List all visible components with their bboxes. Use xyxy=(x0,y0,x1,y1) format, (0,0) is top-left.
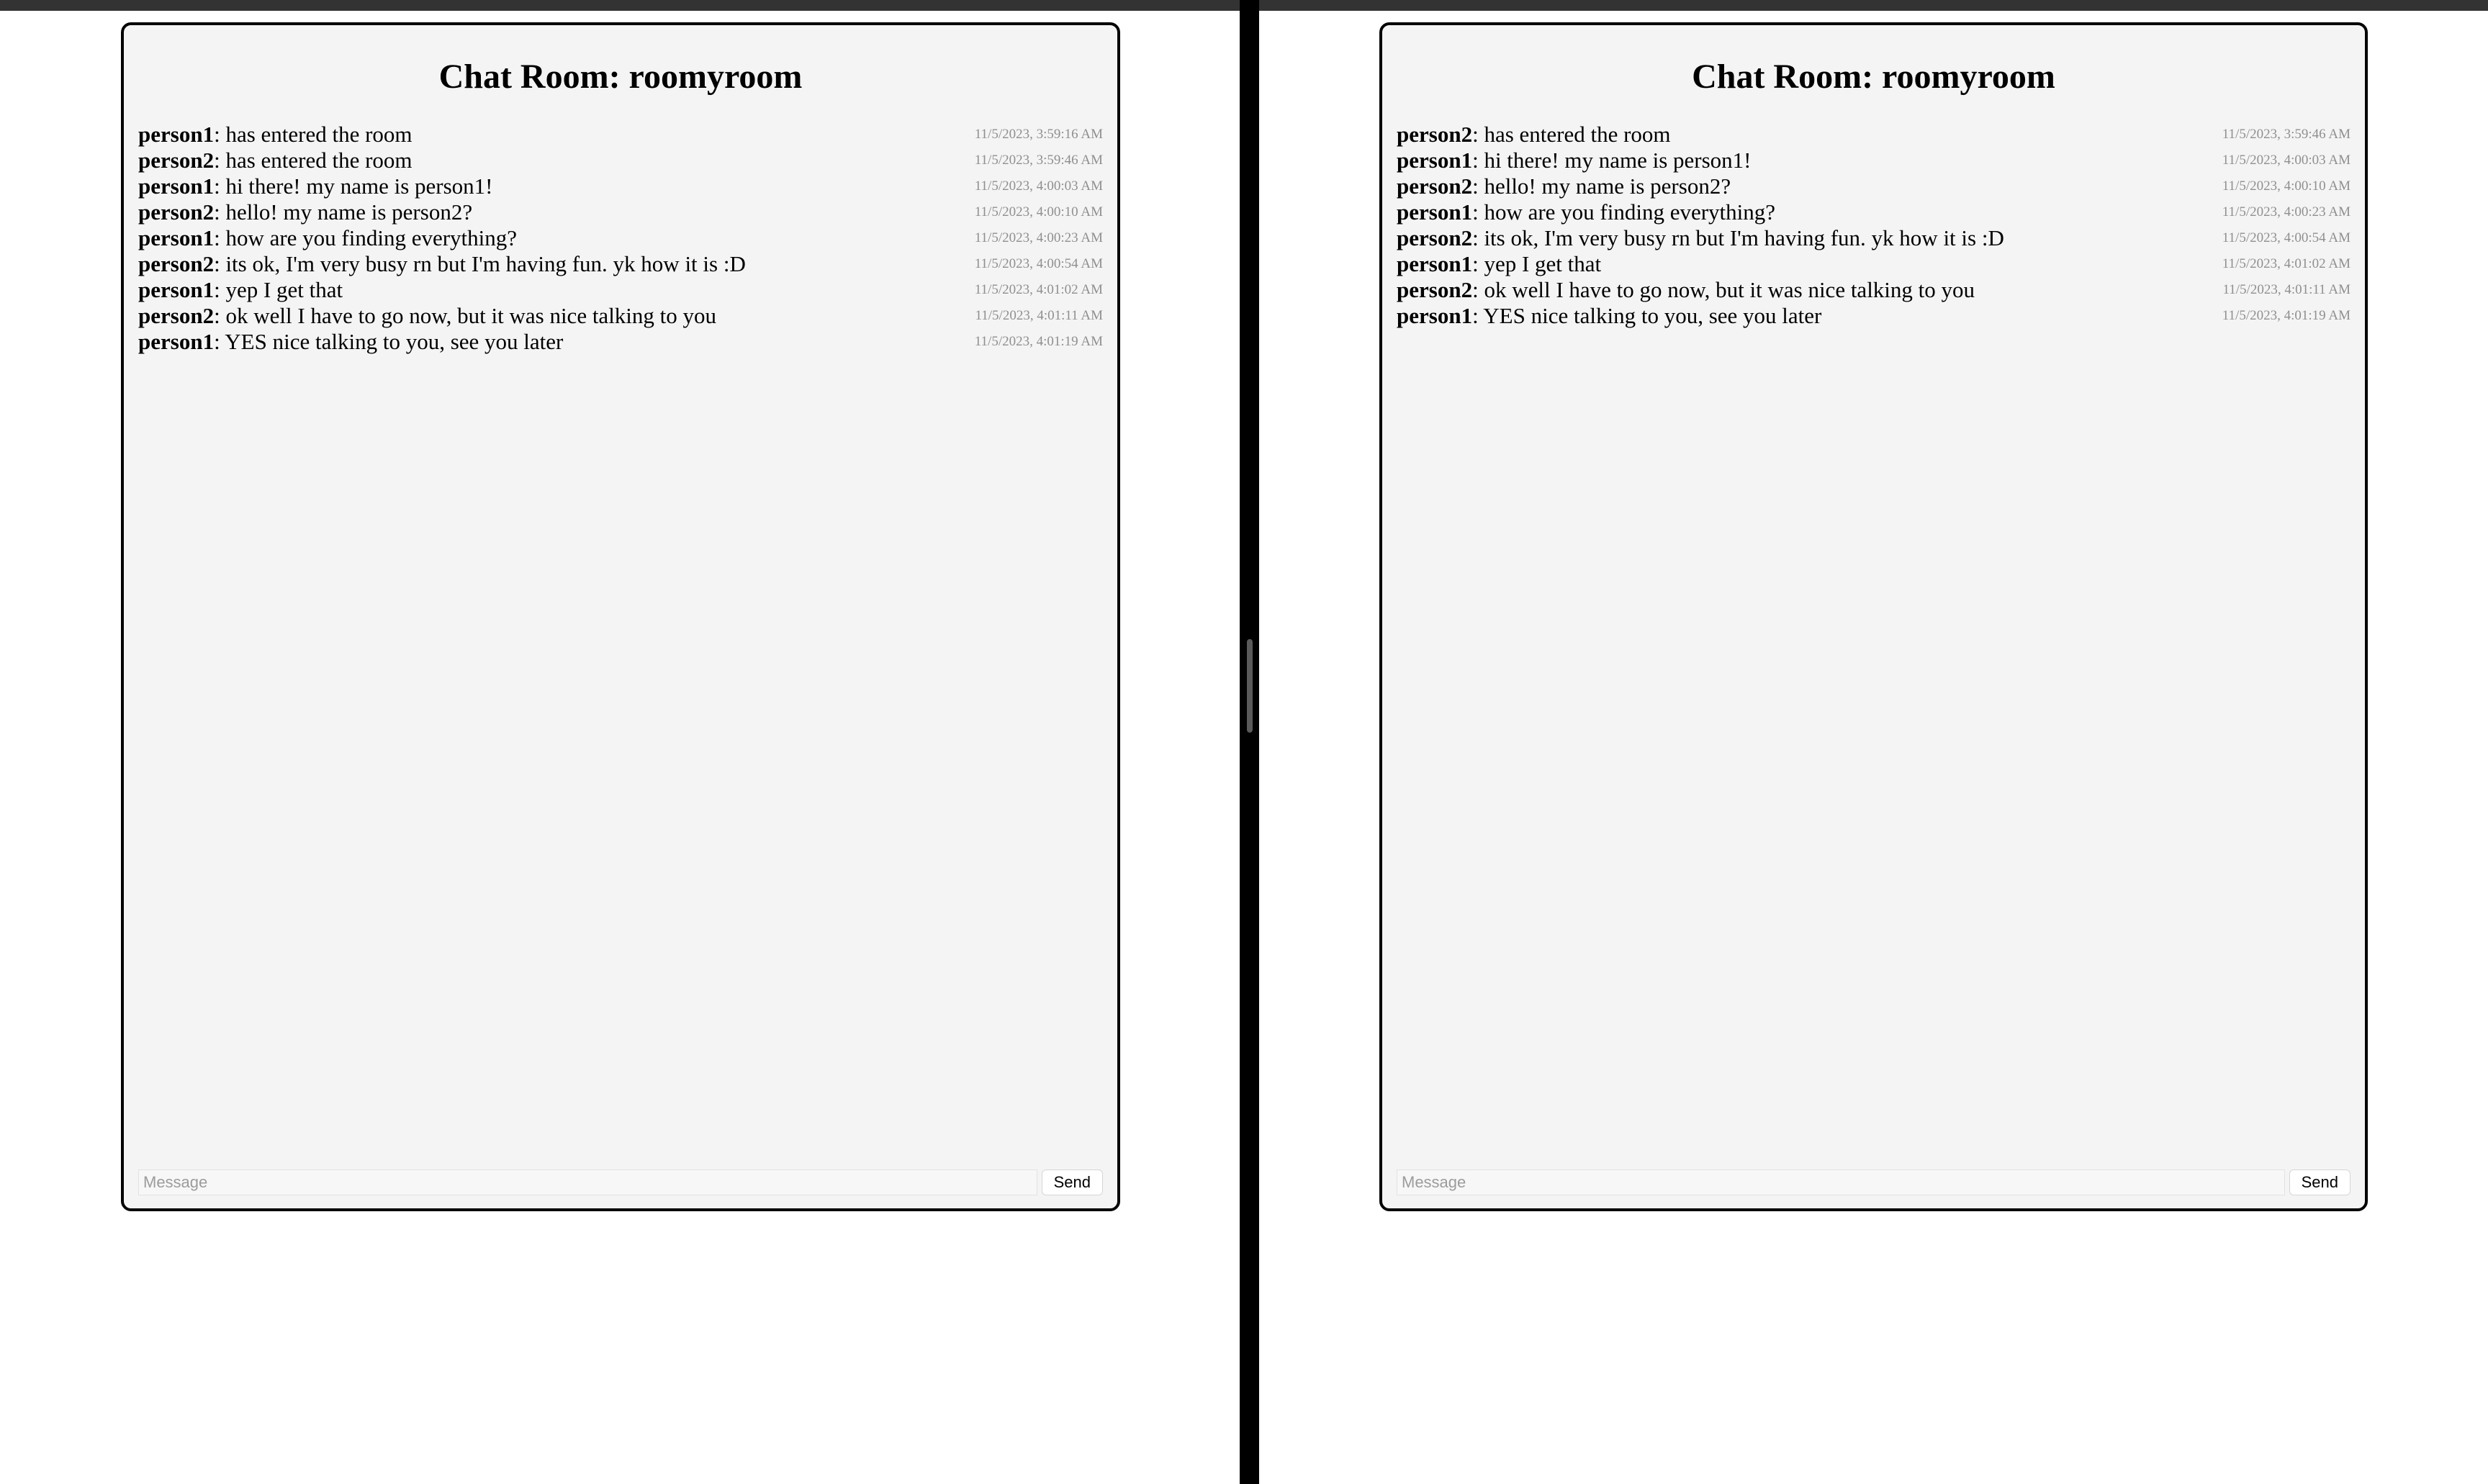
message-timestamp: 11/5/2023, 3:59:16 AM xyxy=(974,127,1103,142)
message-timestamp: 11/5/2023, 4:00:23 AM xyxy=(974,230,1103,245)
message-text: : how are you finding everything? xyxy=(214,225,518,250)
chat-room-title: Chat Room: roomyroom xyxy=(1692,58,2055,96)
message-author: person2 xyxy=(138,251,215,276)
message-text: : hi there! my name is person1! xyxy=(1472,148,1752,173)
message-text: : YES nice talking to you, see you later xyxy=(214,329,564,354)
message-row xyxy=(1397,199,2350,225)
right-browser-pane xyxy=(1259,11,2488,1484)
message-row xyxy=(1397,251,2350,277)
message-row xyxy=(138,277,1103,303)
message-author: person1 xyxy=(138,173,215,199)
message-text: : hello! my name is person2? xyxy=(1472,173,1731,199)
send-button[interactable]: Send xyxy=(1042,1169,1103,1195)
split-view-divider[interactable] xyxy=(1240,0,1259,1484)
message-timestamp: 11/5/2023, 4:00:54 AM xyxy=(2222,230,2350,245)
message-list xyxy=(1397,122,2350,329)
divider-drag-handle[interactable] xyxy=(1247,639,1253,733)
message-timestamp: 11/5/2023, 4:00:03 AM xyxy=(974,178,1103,194)
message-text: : ok well I have to go now, but it was nice talking to you xyxy=(1472,277,1975,302)
message-text: : yep I get that xyxy=(1472,251,1602,276)
message-author: person2 xyxy=(1397,173,1473,199)
message-row xyxy=(1397,303,2350,329)
message-timestamp: 11/5/2023, 4:01:19 AM xyxy=(974,334,1103,349)
message-text: : its ok, I'm very busy rn but I'm having fun. yk how it is :D xyxy=(214,251,746,276)
message-timestamp: 11/5/2023, 4:00:54 AM xyxy=(974,256,1103,271)
left-browser-pane xyxy=(0,11,1240,1484)
message-timestamp: 11/5/2023, 4:00:23 AM xyxy=(2222,204,2350,220)
message-text: : its ok, I'm very busy rn but I'm having fun. yk how it is :D xyxy=(1472,225,2004,250)
message-row xyxy=(138,225,1103,251)
message-row xyxy=(138,199,1103,225)
message-author: person2 xyxy=(1397,225,1473,250)
message-text: : hello! my name is person2? xyxy=(214,199,473,225)
message-author: person2 xyxy=(1397,122,1473,147)
message-timestamp: 11/5/2023, 3:59:46 AM xyxy=(974,153,1103,168)
message-row xyxy=(1397,277,2350,303)
message-timestamp: 11/5/2023, 4:01:11 AM xyxy=(975,308,1103,323)
message-composer xyxy=(138,1169,1103,1195)
message-text: : yep I get that xyxy=(214,277,343,302)
message-timestamp: 11/5/2023, 4:01:02 AM xyxy=(2222,256,2350,271)
send-button[interactable]: Send xyxy=(2289,1169,2350,1195)
chat-room-title: Chat Room: roomyroom xyxy=(438,58,803,96)
message-author: person2 xyxy=(138,148,215,173)
message-text: : has entered the room xyxy=(214,122,413,147)
message-row xyxy=(138,251,1103,277)
message-text: : has entered the room xyxy=(214,148,413,173)
message-timestamp: 11/5/2023, 4:01:19 AM xyxy=(2222,308,2350,323)
message-input[interactable] xyxy=(138,1169,1037,1195)
message-author: person2 xyxy=(138,303,215,328)
message-author: person1 xyxy=(1397,199,1473,225)
message-timestamp: 11/5/2023, 4:00:10 AM xyxy=(2222,178,2350,194)
message-row xyxy=(138,329,1103,355)
message-author: person1 xyxy=(1397,251,1473,276)
message-author: person2 xyxy=(1397,277,1473,302)
message-text: : how are you finding everything? xyxy=(1472,199,1776,225)
message-author: person1 xyxy=(138,277,215,302)
message-timestamp: 11/5/2023, 4:01:02 AM xyxy=(974,282,1103,297)
message-row xyxy=(1397,148,2350,173)
message-timestamp: 11/5/2023, 3:59:46 AM xyxy=(2222,127,2350,142)
message-row xyxy=(138,303,1103,329)
chat-panel xyxy=(1379,22,2368,1211)
message-author: person1 xyxy=(1397,303,1473,328)
message-author: person1 xyxy=(138,122,215,147)
message-text: : YES nice talking to you, see you later xyxy=(1472,303,1822,328)
message-row xyxy=(1397,122,2350,148)
chat-panel xyxy=(121,22,1120,1211)
message-input[interactable] xyxy=(1397,1169,2285,1195)
message-timestamp: 11/5/2023, 4:01:11 AM xyxy=(2222,282,2350,297)
message-row xyxy=(138,173,1103,199)
message-text: : has entered the room xyxy=(1472,122,1671,147)
message-author: person2 xyxy=(138,199,215,225)
message-composer xyxy=(1397,1169,2350,1195)
message-author: person1 xyxy=(138,329,215,354)
message-author: person1 xyxy=(1397,148,1473,173)
message-row xyxy=(138,148,1103,173)
message-row xyxy=(138,122,1103,148)
message-author: person1 xyxy=(138,225,215,250)
message-row xyxy=(1397,225,2350,251)
message-row xyxy=(1397,173,2350,199)
message-timestamp: 11/5/2023, 4:00:10 AM xyxy=(974,204,1103,220)
message-timestamp: 11/5/2023, 4:00:03 AM xyxy=(2222,153,2350,168)
message-text: : hi there! my name is person1! xyxy=(214,173,493,199)
message-list xyxy=(138,122,1103,355)
message-text: : ok well I have to go now, but it was nice talking to you xyxy=(214,303,717,328)
